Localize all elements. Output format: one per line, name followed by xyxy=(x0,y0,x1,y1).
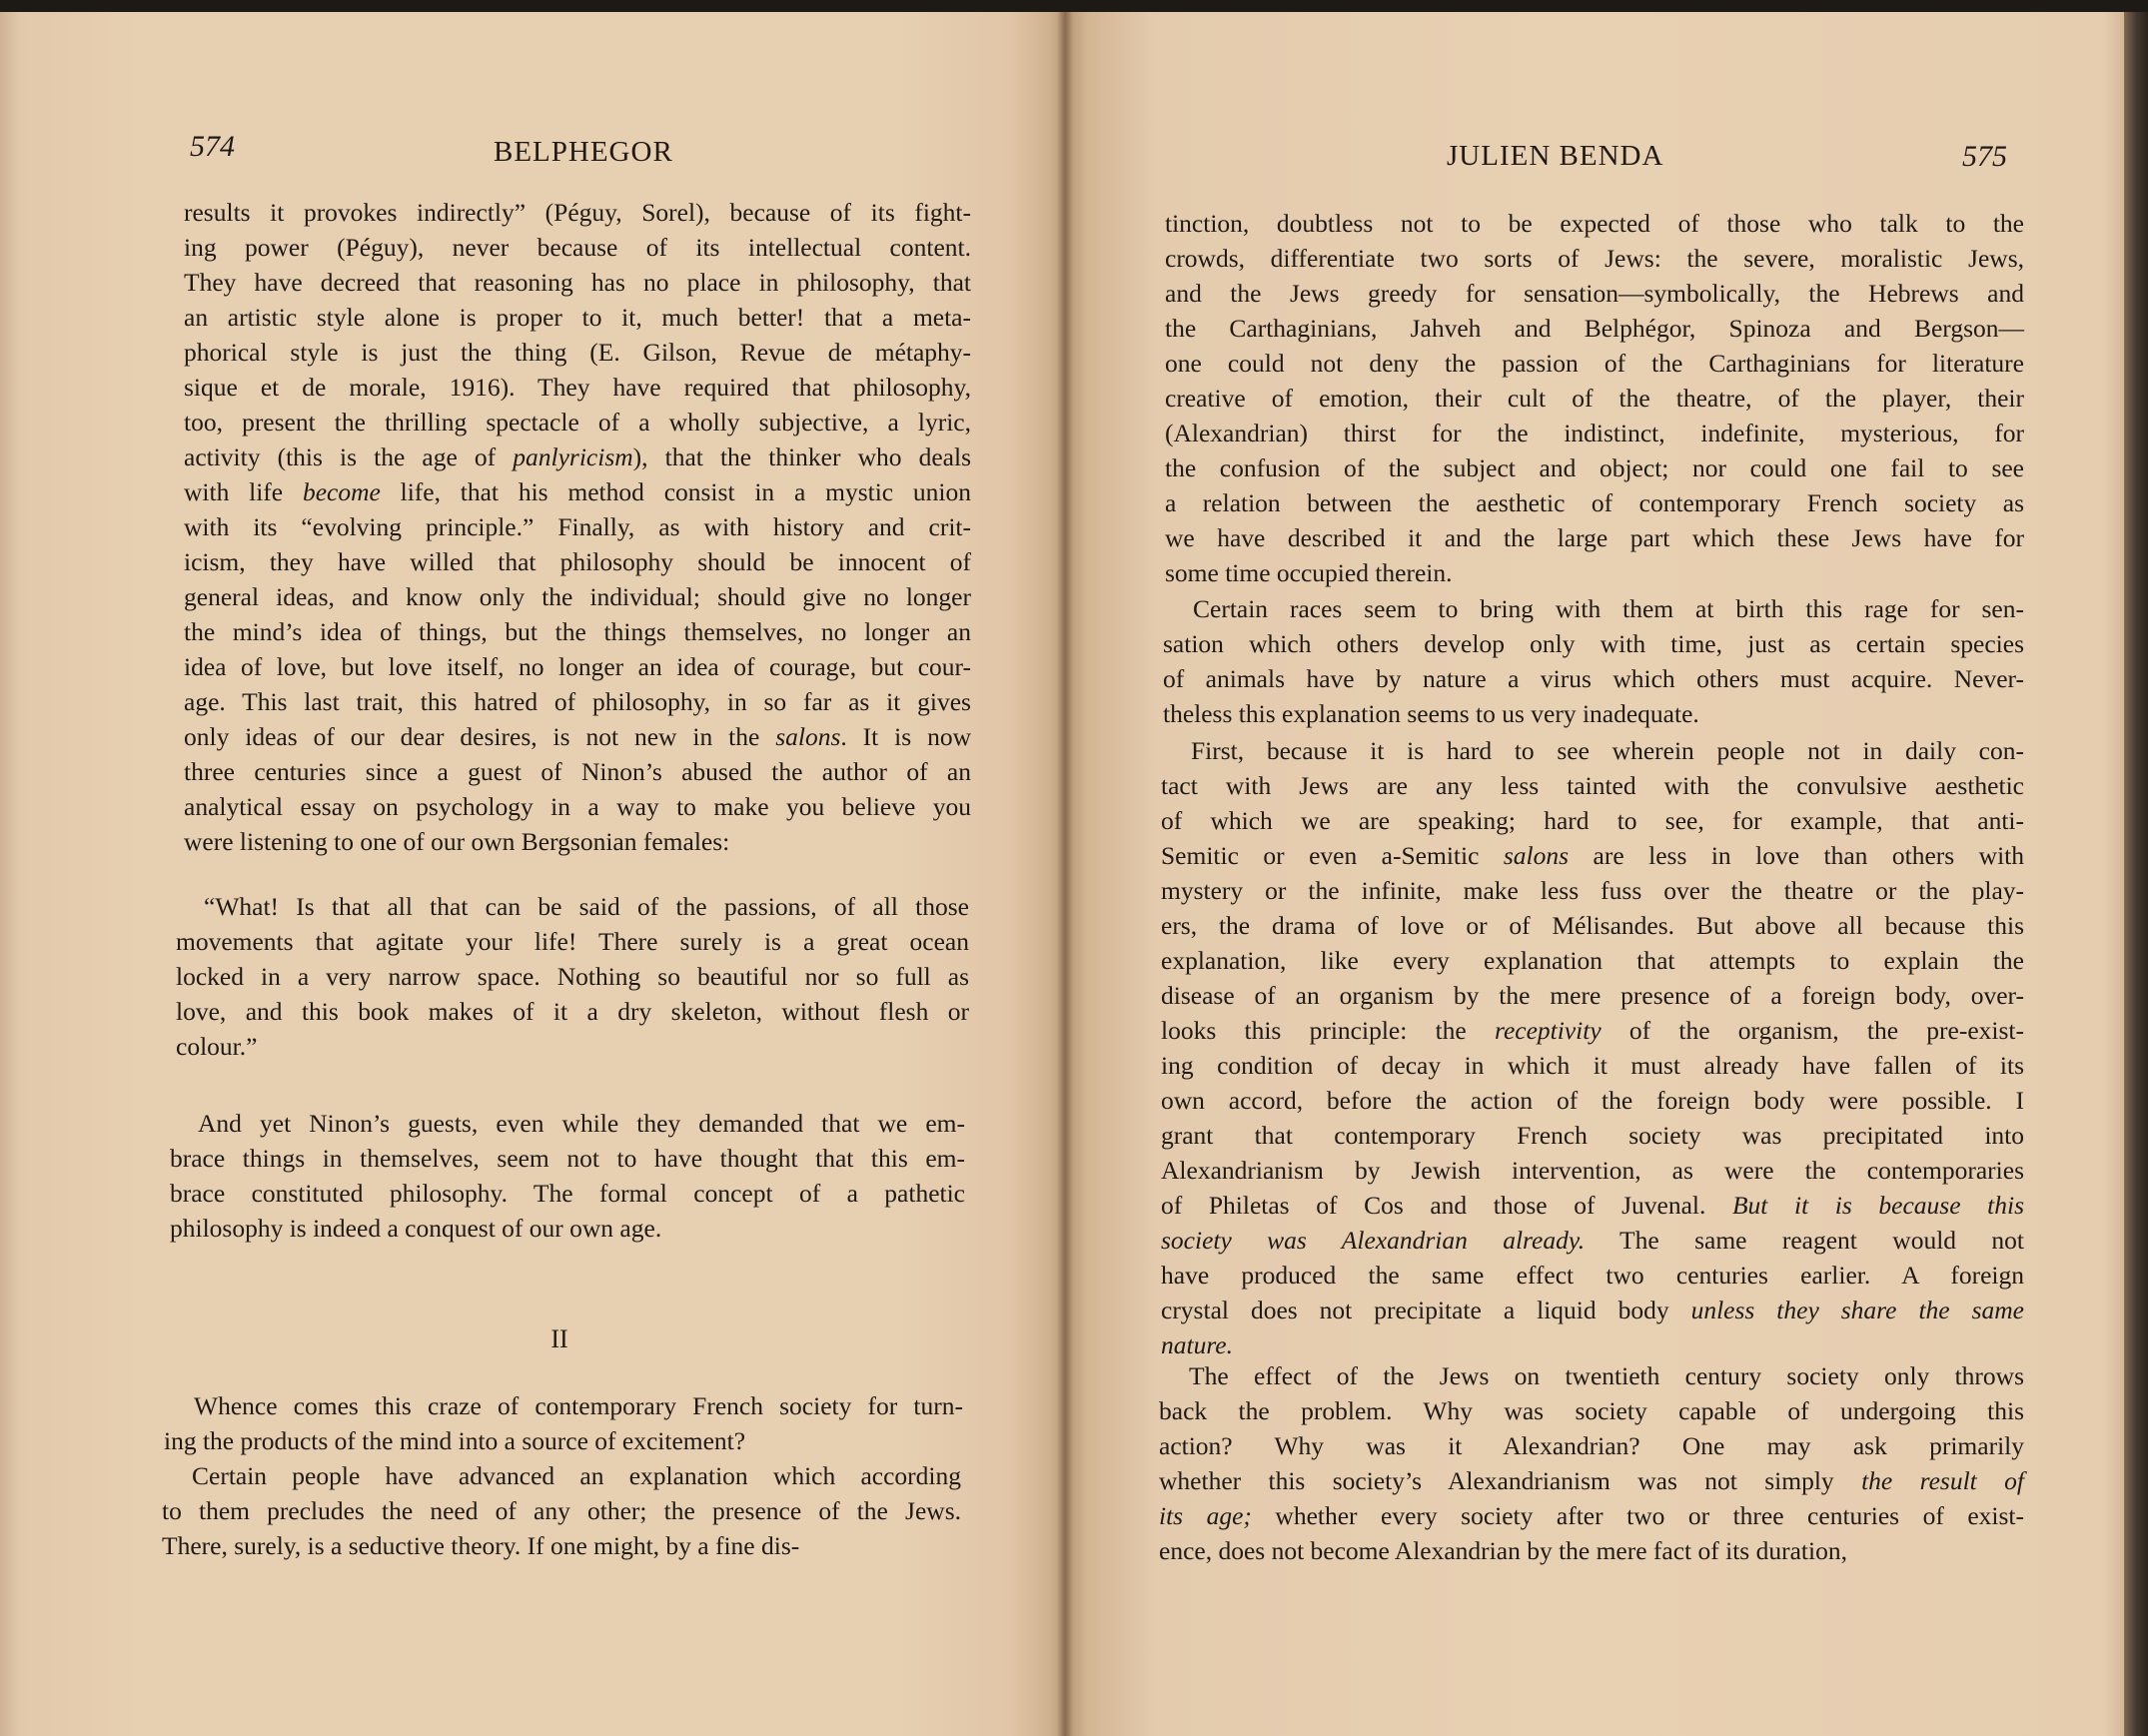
text-line: ence, does not become Alexandrian by the mere fact of its duration, xyxy=(1159,1536,1847,1565)
left-para-1 xyxy=(184,195,971,859)
text-line xyxy=(184,719,971,754)
text-line xyxy=(1159,1463,2024,1498)
text-line: philosophy is indeed a conquest of our own age. xyxy=(170,1214,662,1243)
text-line: brace things in themselves, seem not to have thought that this em- xyxy=(170,1144,965,1173)
italic-text: become xyxy=(302,477,381,506)
text-line xyxy=(184,474,971,509)
left-para-2 xyxy=(170,1106,965,1246)
italic-text: the result of xyxy=(1861,1466,2024,1495)
text-line: sique et de morale, 1916). They have required that philosophy, xyxy=(184,373,971,402)
text-line: love, and this book makes of it a dry skeleton, without flesh or xyxy=(176,997,969,1026)
roman-text: are less in love than others with xyxy=(1569,841,2024,870)
roman-text: whether every society after two or three centuries of exist- xyxy=(1251,1501,2024,1530)
left-page xyxy=(0,12,1065,1736)
text-line: too, present the thrilling spectacle of a wholly subjective, a lyric, xyxy=(184,408,971,436)
text-line: the Carthaginians, Jahveh and Belphégor, Spinoza and Bergson— xyxy=(1165,314,2024,343)
text-line: Alexandrianism by Jewish intervention, as were the contemporaries xyxy=(1161,1156,2024,1185)
text-line: “What! Is that all that can be said of the passions, of all those xyxy=(204,892,969,921)
text-line xyxy=(1161,1188,2024,1223)
text-line: icism, they have willed that philosophy should be innocent of xyxy=(184,547,971,576)
text-line: some time occupied therein. xyxy=(1165,558,1453,587)
roman-text: of the organism, the pre-exist- xyxy=(1601,1016,2024,1045)
running-head: BELPHEGOR xyxy=(494,136,673,168)
left-para-3 xyxy=(164,1388,963,1458)
italic-text: salons xyxy=(775,722,841,751)
text-line: action? Why was it Alexandrian? One may ask primarily xyxy=(1159,1431,2024,1460)
italic-text: society was Alexandrian already. xyxy=(1161,1226,1586,1255)
text-line: brace constituted philosophy. The formal concept of a pathetic xyxy=(170,1179,965,1208)
right-para-4 xyxy=(1159,1358,2024,1568)
text-line: There, surely, is a seductive theory. If one might, by a fine dis- xyxy=(162,1531,800,1560)
roman-text: activity (this is the age of xyxy=(184,442,514,471)
roman-text: . It is now xyxy=(840,722,972,751)
text-line: colour.” xyxy=(176,1032,258,1061)
section-number: II xyxy=(550,1324,568,1353)
text-line xyxy=(1161,1223,2024,1258)
right-para-3 xyxy=(1161,733,2024,1362)
text-line: idea of love, but love itself, no longer an idea of courage, but cour- xyxy=(184,652,971,681)
text-line: Certain races seem to bring with them at birth this rage for sen- xyxy=(1193,594,2024,623)
italic-text: panlyricism xyxy=(513,442,633,471)
text-line: ing the products of the mind into a source of excitement? xyxy=(164,1426,746,1455)
text-line: have produced the same effect two centuries earlier. A foreign xyxy=(1161,1261,2024,1290)
text-line xyxy=(1159,1498,2024,1533)
text-line xyxy=(1161,1327,2024,1362)
text-line: And yet Ninon’s guests, even while they demanded that we em- xyxy=(198,1109,965,1138)
text-line: back the problem. Why was society capable of undergoing this xyxy=(1159,1396,2024,1425)
roman-text: whether this society’s Alexandrianism was not simply xyxy=(1159,1466,1862,1495)
text-line: of which we are speaking; hard to see, for example, that anti- xyxy=(1161,806,2024,835)
text-line: grant that contemporary French society was precipitated into xyxy=(1161,1121,2024,1150)
text-line: to them precludes the need of any other; the presence of the Jews. xyxy=(162,1496,961,1525)
page-number: 574 xyxy=(190,130,235,163)
text-line xyxy=(1161,838,2024,873)
italic-text: its age; xyxy=(1159,1501,1252,1530)
roman-text: Semitic or even a-Semitic xyxy=(1161,841,1504,870)
roman-text: only ideas of our dear desires, is not new in the xyxy=(184,722,776,751)
right-para-2 xyxy=(1163,591,2024,731)
text-line: analytical essay on psychology in a way to make you believe you xyxy=(184,792,971,821)
left-para-4 xyxy=(162,1458,961,1563)
text-line: explanation, like every explanation that attempts to explain the xyxy=(1161,946,2024,975)
italic-text: nature. xyxy=(1161,1330,1234,1359)
text-line: a relation between the aesthetic of contemporary French society as xyxy=(1165,488,2024,517)
text-line xyxy=(1161,1013,2024,1048)
text-line: crowds, differentiate two sorts of Jews: the severe, moralistic Jews, xyxy=(1165,244,2024,273)
text-line: phorical style is just the thing (E. Gilson, Revue de métaphy- xyxy=(184,338,971,367)
text-line: with its “evolving principle.” Finally, as with history and crit- xyxy=(184,512,971,541)
text-line: Whence comes this craze of contemporary French society for turn- xyxy=(194,1391,963,1420)
roman-text: life, that his method consist in a mystic union xyxy=(380,477,971,506)
text-line: ing condition of decay in which it must already have fallen of its xyxy=(1161,1051,2024,1080)
text-line: They have decreed that reasoning has no place in philosophy, that xyxy=(184,268,971,297)
right-para-1 xyxy=(1165,206,2024,590)
text-line: we have described it and the large part which these Jews have for xyxy=(1165,523,2024,552)
text-line: and the Jews greedy for sensation—symbolically, the Hebrews and xyxy=(1165,279,2024,308)
running-head: JULIEN BENDA xyxy=(1447,140,1664,172)
text-line: sation which others develop only with time, just as certain species xyxy=(1163,629,2024,658)
text-line: The effect of the Jews on twentieth century society only throws xyxy=(1189,1361,2024,1390)
left-quote xyxy=(176,889,969,1064)
roman-text: with life xyxy=(184,477,303,506)
roman-text: crystal does not precipitate a liquid body xyxy=(1161,1296,1691,1324)
text-line: the confusion of the subject and object; nor could one fail to see xyxy=(1165,453,2024,482)
text-line: First, because it is hard to see wherein people not in daily con- xyxy=(1191,736,2024,765)
text-line: movements that agitate your life! There surely is a great ocean xyxy=(176,927,969,956)
text-line: the mind’s idea of things, but the things themselves, no longer an xyxy=(184,617,971,646)
roman-text: The same reagent would not xyxy=(1585,1226,2024,1255)
text-line: Certain people have advanced an explanation which according xyxy=(192,1461,961,1490)
roman-text: ), that the thinker who deals xyxy=(632,442,971,471)
right-page xyxy=(1065,12,2124,1736)
book-gutter xyxy=(1057,12,1073,1736)
text-line xyxy=(1161,1293,2024,1327)
italic-text: unless they share the same xyxy=(1690,1296,2024,1324)
text-line: theless this explanation seems to us very inadequate. xyxy=(1163,699,1699,728)
text-line: three centuries since a guest of Ninon’s abused the author of an xyxy=(184,757,971,786)
text-line: of animals have by nature a virus which others must acquire. Never- xyxy=(1163,664,2024,693)
text-line: locked in a very narrow space. Nothing so beautiful nor so full as xyxy=(176,962,969,991)
italic-text: receptivity xyxy=(1494,1016,1602,1045)
text-line: age. This last trait, this hatred of philosophy, in so far as it gives xyxy=(184,687,971,716)
text-line: mystery or the infinite, make less fuss over the theatre or the play- xyxy=(1161,876,2024,905)
text-line: were listening to one of our own Bergsonian females: xyxy=(184,827,730,856)
text-line: one could not deny the passion of the Carthaginians for literature xyxy=(1165,349,2024,378)
text-line xyxy=(184,439,971,474)
text-line: disease of an organism by the mere presence of a foreign body, over- xyxy=(1161,981,2024,1010)
text-line: results it provokes indirectly” (Péguy, Sorel), because of its fight- xyxy=(184,198,971,227)
text-line: (Alexandrian) thirst for the indistinct, indefinite, mysterious, for xyxy=(1165,419,2024,447)
text-line: creative of emotion, their cult of the theatre, of the player, their xyxy=(1165,384,2024,413)
roman-text: looks this principle: the xyxy=(1161,1016,1495,1045)
text-line: own accord, before the action of the foreign body were possible. I xyxy=(1161,1086,2024,1115)
text-line: an artistic style alone is proper to it, much better! that a meta- xyxy=(184,303,971,332)
italic-text: But it is because this xyxy=(1731,1191,2024,1220)
text-line: tact with Jews are any less tainted with the convulsive aesthetic xyxy=(1161,771,2024,800)
italic-text: salons xyxy=(1503,841,1570,870)
page-edges xyxy=(2124,12,2148,1736)
text-line: general ideas, and know only the individual; should give no longer xyxy=(184,582,971,611)
page-number: 575 xyxy=(1962,140,2007,173)
roman-text: of Philetas of Cos and those of Juvenal. xyxy=(1161,1191,1732,1220)
text-line: tinction, doubtless not to be expected of those who talk to the xyxy=(1165,209,2024,238)
text-line: ing power (Péguy), never because of its intellectual content. xyxy=(184,233,971,262)
text-line: ers, the drama of love or of Mélisandes. But above all because this xyxy=(1161,911,2024,940)
